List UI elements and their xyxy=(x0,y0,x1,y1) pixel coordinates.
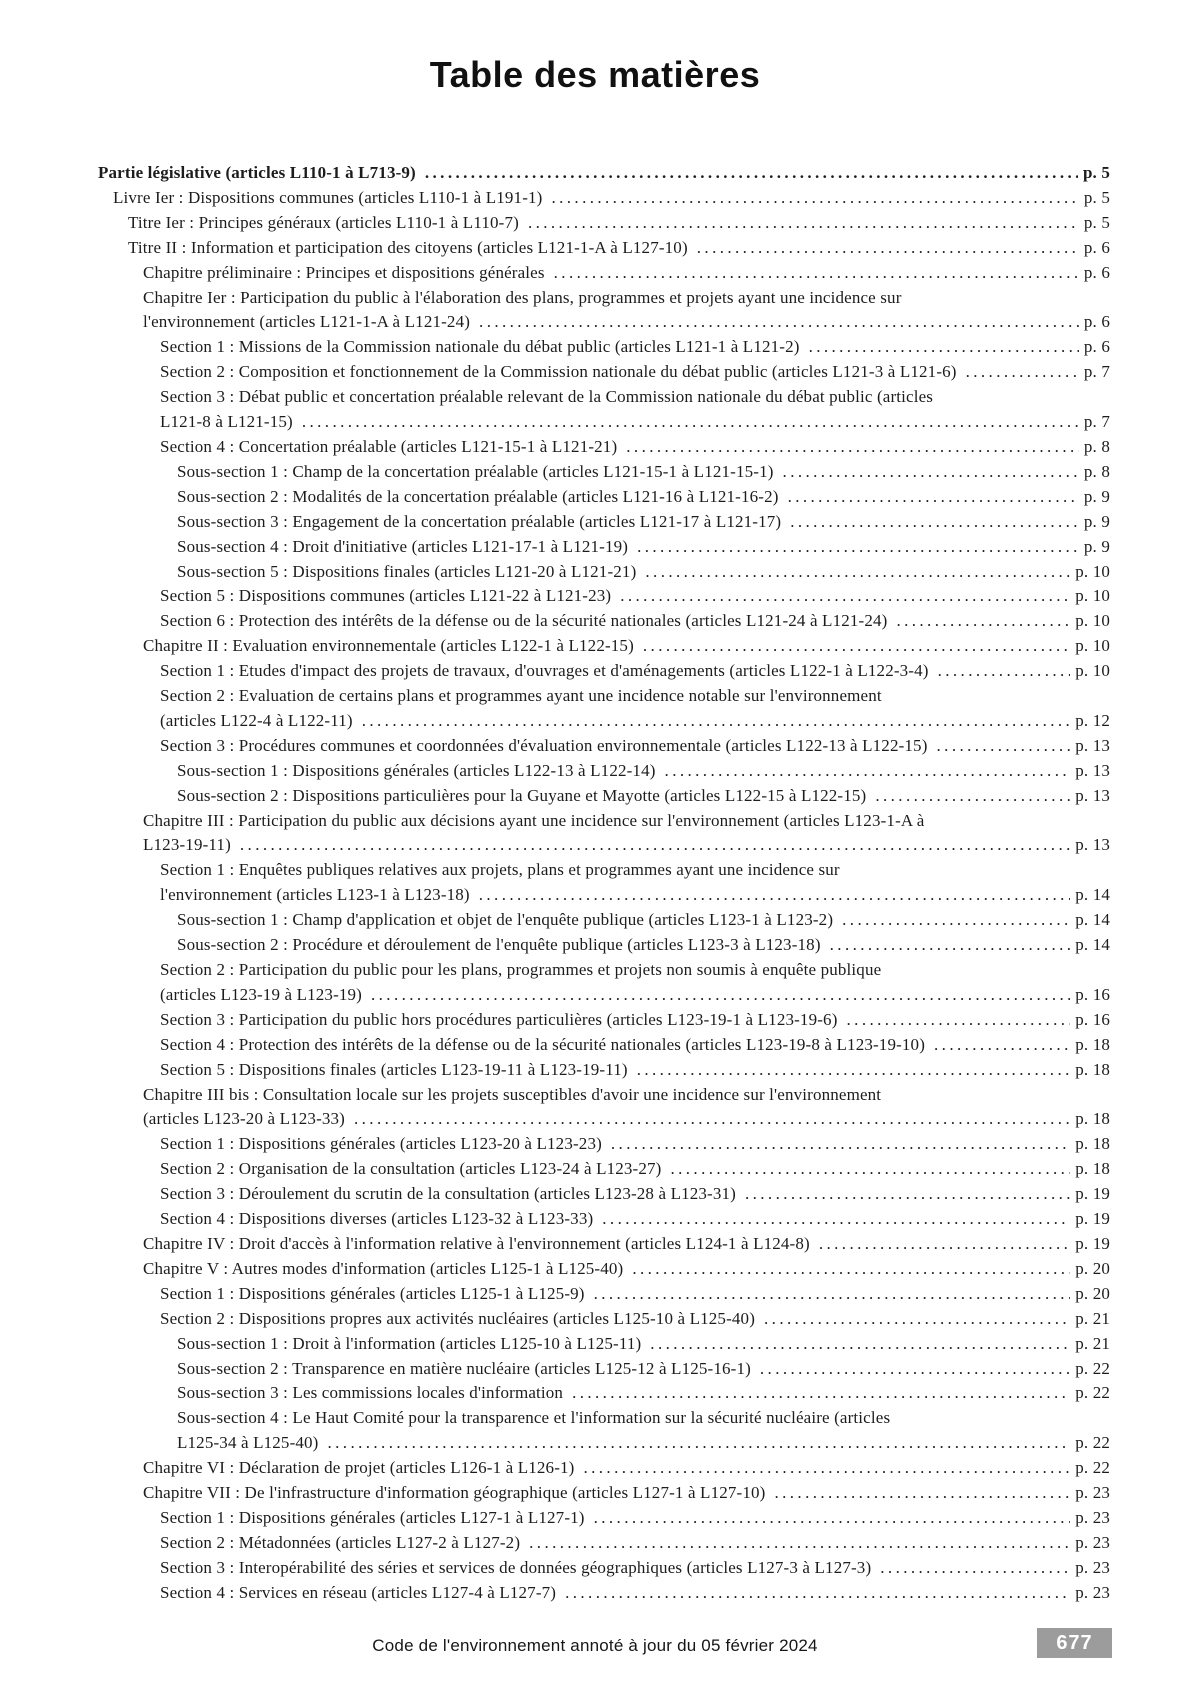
toc-entry-page: p. 10 xyxy=(1075,586,1110,606)
toc-entry-line: Section 3 : Débat public et concertation préalable relevant de la Commission nationale du débat public (articles xyxy=(160,387,934,407)
toc-entry-text: Section 3 : Interopérabilité des séries et services de données géographiques (articles L127-3 à L127-3) xyxy=(160,1557,872,1577)
toc-entry xyxy=(98,1481,1110,1506)
dot-leader xyxy=(842,908,1070,933)
dot-leader xyxy=(594,1506,1071,1531)
toc-entry xyxy=(98,1232,1110,1257)
dot-leader xyxy=(847,1008,1071,1033)
toc-entry xyxy=(98,908,1110,933)
toc-entry xyxy=(98,510,1110,535)
dot-leader xyxy=(774,1481,1070,1506)
toc-entry-text: Sous-section 1 : Champ d'application et objet de l'enquête publique (articles L123-1 à L123-2) xyxy=(177,910,834,930)
toc-entry-page: p. 18 xyxy=(1075,1109,1110,1129)
dot-leader xyxy=(328,1431,1071,1456)
toc-entry-page: p. 23 xyxy=(1075,1507,1110,1527)
toc-entry xyxy=(98,385,1110,435)
toc-entry-page: p. 21 xyxy=(1075,1333,1110,1353)
toc-entry-text: Section 4 : Protection des intérêts de la défense ou de la sécurité nationales (articles L123-19-8 à L123-19-10) xyxy=(160,1034,926,1054)
toc-entry-text: Section 3 : Déroulement du scrutin de la consultation (articles L123-28 à L123-31) xyxy=(160,1184,736,1204)
toc-list xyxy=(98,161,1110,1606)
toc-entry-text: L125-34 à L125-40) xyxy=(177,1433,319,1453)
toc-entry xyxy=(98,1058,1110,1083)
toc-entry xyxy=(98,784,1110,809)
toc-entry-text: Section 1 : Missions de la Commission nationale du débat public (articles L121-1 à L121-2) xyxy=(160,337,800,357)
dot-leader xyxy=(966,360,1079,385)
dot-leader xyxy=(783,460,1079,485)
toc-entry-page: p. 13 xyxy=(1075,835,1110,855)
toc-entry xyxy=(98,335,1110,360)
toc-entry-page: p. 22 xyxy=(1075,1433,1110,1453)
toc-entry-text: Section 3 : Procédures communes et coordonnées d'évaluation environnementale (articles L122-13 à L122-15) xyxy=(160,735,928,755)
dot-leader xyxy=(637,535,1079,560)
toc-entry xyxy=(98,485,1110,510)
toc-entry-text: Livre Ier : Dispositions communes (articles L110-1 à L191-1) xyxy=(113,187,543,207)
dot-leader xyxy=(637,1058,1071,1083)
toc-entry-text: l'environnement (articles L123-1 à L123-18) xyxy=(160,885,470,905)
dot-leader xyxy=(572,1381,1070,1406)
toc-entry-text: Sous-section 3 : Engagement de la concertation préalable (articles L121-17 à L121-17) xyxy=(177,511,782,531)
toc-entry-text: Chapitre II : Evaluation environnementale (articles L122-1 à L122-15) xyxy=(143,636,634,656)
dot-leader xyxy=(830,933,1071,958)
dot-leader xyxy=(529,1531,1070,1556)
toc-entry-text: Sous-section 2 : Modalités de la concertation préalable (articles L121-16 à L121-16-2) xyxy=(177,486,779,506)
dot-leader xyxy=(896,609,1070,634)
dot-leader xyxy=(937,734,1071,759)
page-title: Table des matières xyxy=(429,54,761,95)
dot-leader xyxy=(934,1033,1070,1058)
toc-entry xyxy=(98,858,1110,908)
toc-entry-text: Titre Ier : Principes généraux (articles L110-1 à L110-7) xyxy=(128,212,519,232)
dot-leader xyxy=(354,1107,1070,1132)
toc-entry-text: Chapitre V : Autres modes d'information (articles L125-1 à L125-40) xyxy=(143,1258,624,1278)
dot-leader xyxy=(611,1132,1070,1157)
toc-entry-text: Chapitre préliminaire : Principes et dispositions générales xyxy=(143,262,545,282)
toc-entry xyxy=(98,1008,1110,1033)
toc-entry-text: Sous-section 1 : Dispositions générales (articles L122-13 à L122-14) xyxy=(177,760,656,780)
toc-entry-text: Sous-section 3 : Les commissions locales d'information xyxy=(177,1383,564,1403)
toc-entry-page: p. 23 xyxy=(1075,1557,1110,1577)
toc-entry-page: p. 13 xyxy=(1075,735,1110,755)
toc-entry-text: Sous-section 2 : Dispositions particulières pour la Guyane et Mayotte (articles L122-15 à L122-15) xyxy=(177,785,867,805)
toc-entry-text: Sous-section 4 : Droit d'initiative (articles L121-17-1 à L121-19) xyxy=(177,536,629,556)
toc-entry-page: p. 5 xyxy=(1082,163,1110,182)
dot-leader xyxy=(643,634,1070,659)
toc-entry-page: p. 12 xyxy=(1075,710,1110,730)
toc-entry-page: p. 20 xyxy=(1075,1258,1110,1278)
toc-entry-text: Section 6 : Protection des intérêts de la défense ou de la sécurité nationales (articles L121-24 à L121-24) xyxy=(160,611,888,631)
toc-entry-page: p. 10 xyxy=(1075,636,1110,656)
toc-entry xyxy=(98,535,1110,560)
toc-entry xyxy=(98,684,1110,734)
toc-entry-text: (articles L123-19 à L123-19) xyxy=(160,984,362,1004)
toc-entry xyxy=(98,1282,1110,1307)
toc-entry xyxy=(98,161,1110,186)
toc-entry-text: Section 2 : Dispositions propres aux activités nucléaires (articles L125-10 à L125-40) xyxy=(160,1308,756,1328)
toc-entry xyxy=(98,759,1110,784)
toc-entry-text: Section 1 : Dispositions générales (articles L127-1 à L127-1) xyxy=(160,1507,585,1527)
toc-entry xyxy=(98,435,1110,460)
toc-entry-page: p. 18 xyxy=(1075,1134,1110,1154)
toc-entry-page: p. 20 xyxy=(1075,1283,1110,1303)
toc-entry-text: Section 4 : Services en réseau (articles L127-4 à L127-7) xyxy=(160,1582,557,1602)
dot-leader xyxy=(362,709,1071,734)
toc-entry-text: Section 4 : Dispositions diverses (articles L123-32 à L123-33) xyxy=(160,1209,594,1229)
toc-entry-page: p. 6 xyxy=(1083,337,1110,357)
toc-entry-text: Section 2 : Composition et fonctionnement de la Commission nationale du débat public (articles L121-3 à L121-6) xyxy=(160,362,957,382)
toc-entry xyxy=(98,1182,1110,1207)
dot-leader xyxy=(479,310,1079,335)
dot-leader xyxy=(697,236,1079,261)
toc-entry xyxy=(98,958,1110,1008)
toc-entry-page: p. 9 xyxy=(1083,536,1110,556)
toc-entry-line: Chapitre Ier : Participation du public à l'élaboration des plans, programmes et projets ayant une incidence sur xyxy=(143,287,902,307)
toc-entry-text: Section 1 : Dispositions générales (articles L125-1 à L125-9) xyxy=(160,1283,585,1303)
toc-entry-text: L121-8 à L121-15) xyxy=(160,412,293,432)
toc-entry-page: p. 5 xyxy=(1083,187,1110,207)
toc-entry xyxy=(98,211,1110,236)
dot-leader xyxy=(551,186,1078,211)
toc-entry-text: Chapitre IV : Droit d'accès à l'information relative à l'environnement (articles L124-1 à L124-8) xyxy=(143,1233,810,1253)
toc-entry-line: Section 2 : Participation du public pour les plans, programmes et projets non soumis à enquête publique xyxy=(160,960,882,979)
toc-entry-page: p. 19 xyxy=(1075,1209,1110,1229)
toc-entry xyxy=(98,734,1110,759)
toc-entry-page: p. 23 xyxy=(1075,1582,1110,1602)
toc-entry-text: Sous-section 1 : Droit à l'information (articles L125-10 à L125-11) xyxy=(177,1333,642,1353)
toc-entry-page: p. 19 xyxy=(1075,1233,1110,1253)
dot-leader xyxy=(764,1307,1070,1332)
toc-entry-page: p. 6 xyxy=(1083,237,1110,257)
dot-leader xyxy=(240,833,1070,858)
dot-leader xyxy=(880,1556,1070,1581)
toc-entry-text: Section 1 : Dispositions générales (articles L123-20 à L123-23) xyxy=(160,1134,602,1154)
toc-entry-page: p. 5 xyxy=(1083,212,1110,232)
dot-leader xyxy=(626,435,1079,460)
toc-entry-text: (articles L123-20 à L123-33) xyxy=(143,1109,345,1129)
toc-entry-page: p. 7 xyxy=(1083,412,1110,432)
dot-leader xyxy=(479,883,1071,908)
toc-entry-page: p. 6 xyxy=(1083,312,1110,332)
dot-leader xyxy=(665,759,1071,784)
dot-leader xyxy=(425,161,1078,186)
toc-entry xyxy=(98,1332,1110,1357)
toc-entry-text: Partie législative (articles L110-1 à L713-9) xyxy=(98,163,416,182)
toc-entry-text: Section 5 : Dispositions finales (articles L123-19-11 à L123-19-11) xyxy=(160,1059,628,1079)
toc-entry-page: p. 13 xyxy=(1075,785,1110,805)
toc-entry-page: p. 8 xyxy=(1083,436,1110,456)
toc-entry-text: Sous-section 2 : Procédure et déroulement de l'enquête publique (articles L123-3 à L123-18) xyxy=(177,935,821,955)
toc-entry-line: Chapitre III bis : Consultation locale sur les projets susceptibles d'avoir une incidence sur l'environnement xyxy=(143,1084,882,1104)
toc-entry-text: (articles L122-4 à L122-11) xyxy=(160,710,353,730)
toc-entry-page: p. 14 xyxy=(1075,910,1110,930)
toc-entry-page: p. 23 xyxy=(1075,1483,1110,1503)
toc-entry-text: Sous-section 1 : Champ de la concertation préalable (articles L121-15-1 à L121-15-1) xyxy=(177,461,774,481)
dot-leader xyxy=(528,211,1079,236)
toc-entry xyxy=(98,186,1110,211)
dot-leader xyxy=(302,410,1079,435)
toc-entry-page: p. 18 xyxy=(1075,1034,1110,1054)
toc-entry xyxy=(98,1506,1110,1531)
toc-entry xyxy=(98,261,1110,286)
toc-entry xyxy=(98,659,1110,684)
toc-entry-page: p. 10 xyxy=(1075,661,1110,681)
footer-text: Code de l'environnement annoté à jour du 05 février 2024 xyxy=(372,1636,818,1655)
toc-entry-page: p. 19 xyxy=(1075,1184,1110,1204)
toc-entry xyxy=(98,584,1110,609)
toc-entry-page: p. 8 xyxy=(1083,461,1110,481)
dot-leader xyxy=(583,1456,1070,1481)
toc-entry-text: Section 4 : Concertation préalable (articles L121-15-1 à L121-21) xyxy=(160,436,618,456)
toc-entry-page: p. 18 xyxy=(1075,1159,1110,1179)
toc-entry-page: p. 22 xyxy=(1075,1358,1110,1378)
dot-leader xyxy=(632,1257,1070,1282)
toc-entry xyxy=(98,1132,1110,1157)
toc-entry xyxy=(98,236,1110,261)
toc-entry-page: p. 13 xyxy=(1075,760,1110,780)
toc-entry-page: p. 23 xyxy=(1075,1532,1110,1552)
toc-entry xyxy=(98,1456,1110,1481)
toc-entry xyxy=(98,1157,1110,1182)
dot-leader xyxy=(650,1332,1070,1357)
toc-entry-line: Section 2 : Evaluation de certains plans et programmes ayant une incidence notable sur l'environnement xyxy=(160,686,882,706)
toc-entry-text: l'environnement (articles L121-1-A à L121-24) xyxy=(143,312,471,332)
dot-leader xyxy=(645,560,1070,585)
dot-leader xyxy=(620,584,1070,609)
toc-entry-page: p. 22 xyxy=(1075,1458,1110,1478)
toc-entry xyxy=(98,1257,1110,1282)
toc-entry-text: Section 2 : Métadonnées (articles L127-2 à L127-2) xyxy=(160,1532,521,1552)
dot-leader xyxy=(809,335,1079,360)
dot-leader xyxy=(819,1232,1070,1257)
toc-entry-page: p. 9 xyxy=(1083,511,1110,531)
toc-entry xyxy=(98,286,1110,336)
toc-entry-text: Section 2 : Organisation de la consultation (articles L123-24 à L123-27) xyxy=(160,1159,662,1179)
dot-leader xyxy=(594,1282,1071,1307)
toc-entry-page: p. 7 xyxy=(1083,362,1110,382)
toc-entry-line: Chapitre III : Participation du public aux décisions ayant une incidence sur l'environnement (articles L123-1-A à xyxy=(143,810,925,830)
toc-entry xyxy=(98,1406,1110,1456)
toc-entry-text: Sous-section 2 : Transparence en matière nucléaire (articles L125-12 à L125-16-1) xyxy=(177,1358,751,1378)
toc-entry xyxy=(98,933,1110,958)
toc-entry-text: Section 1 : Etudes d'impact des projets de travaux, d'ouvrages et d'aménagements (articles L122-1 à L122-3-4) xyxy=(160,661,929,681)
toc-entry-text: Sous-section 5 : Dispositions finales (articles L121-20 à L121-21) xyxy=(177,561,637,581)
dot-leader xyxy=(554,261,1079,286)
toc-entry-text: Chapitre VI : Déclaration de projet (articles L126-1 à L126-1) xyxy=(143,1458,575,1478)
toc-entry-page: p. 14 xyxy=(1075,935,1110,955)
toc-entry-page: p. 16 xyxy=(1075,984,1110,1004)
toc-entry-text: Section 5 : Dispositions communes (articles L121-22 à L121-23) xyxy=(160,586,612,606)
dot-leader xyxy=(938,659,1071,684)
toc-entry-text: L123-19-11) xyxy=(143,835,231,855)
dot-leader xyxy=(790,510,1079,535)
toc-entry-line: Sous-section 4 : Le Haut Comité pour la transparence et l'information sur la sécurité nucléaire (articles xyxy=(177,1408,891,1428)
toc-entry xyxy=(98,1357,1110,1382)
toc-entry xyxy=(98,1381,1110,1406)
toc-entry xyxy=(98,1556,1110,1581)
dot-leader xyxy=(565,1581,1070,1606)
dot-leader xyxy=(760,1357,1070,1382)
toc-entry-page: p. 14 xyxy=(1075,885,1110,905)
toc-entry xyxy=(98,560,1110,585)
toc-entry xyxy=(98,609,1110,634)
toc-entry-text: Section 3 : Participation du public hors procédures particulières (articles L123-19-1 à L123-19-6) xyxy=(160,1009,838,1029)
toc-entry xyxy=(98,1083,1110,1133)
toc-entry xyxy=(98,809,1110,859)
toc-entry-text: Titre II : Information et participation des citoyens (articles L121-1-A à L127-10) xyxy=(128,237,688,257)
toc-entry-page: p. 16 xyxy=(1075,1009,1110,1029)
dot-leader xyxy=(602,1207,1070,1232)
toc-entry-page: p. 10 xyxy=(1075,561,1110,581)
toc-entry xyxy=(98,1207,1110,1232)
toc-entry-page: p. 18 xyxy=(1075,1059,1110,1079)
toc-entry xyxy=(98,1307,1110,1332)
toc-entry xyxy=(98,1531,1110,1556)
toc-entry-page: p. 10 xyxy=(1075,611,1110,631)
toc-entry-page: p. 22 xyxy=(1075,1383,1110,1403)
dot-leader xyxy=(371,983,1070,1008)
toc-entry-page: p. 21 xyxy=(1075,1308,1110,1328)
dot-leader xyxy=(788,485,1079,510)
toc-entry xyxy=(98,1581,1110,1606)
toc-entry-text: Chapitre VII : De l'infrastructure d'information géographique (articles L127-1 à L127-10) xyxy=(143,1483,766,1503)
toc-entry-line: Section 1 : Enquêtes publiques relatives aux projets, plans et programmes ayant une incidence sur xyxy=(160,860,840,880)
toc-entry xyxy=(98,1033,1110,1058)
toc-entry xyxy=(98,360,1110,385)
dot-leader xyxy=(670,1157,1070,1182)
page-number-badge: 677 xyxy=(1037,1628,1112,1658)
toc-entry xyxy=(98,460,1110,485)
dot-leader xyxy=(875,784,1070,809)
dot-leader xyxy=(745,1182,1070,1207)
toc-entry xyxy=(98,634,1110,659)
toc-entry-page: p. 6 xyxy=(1083,262,1110,282)
toc-entry-page: p. 9 xyxy=(1083,486,1110,506)
